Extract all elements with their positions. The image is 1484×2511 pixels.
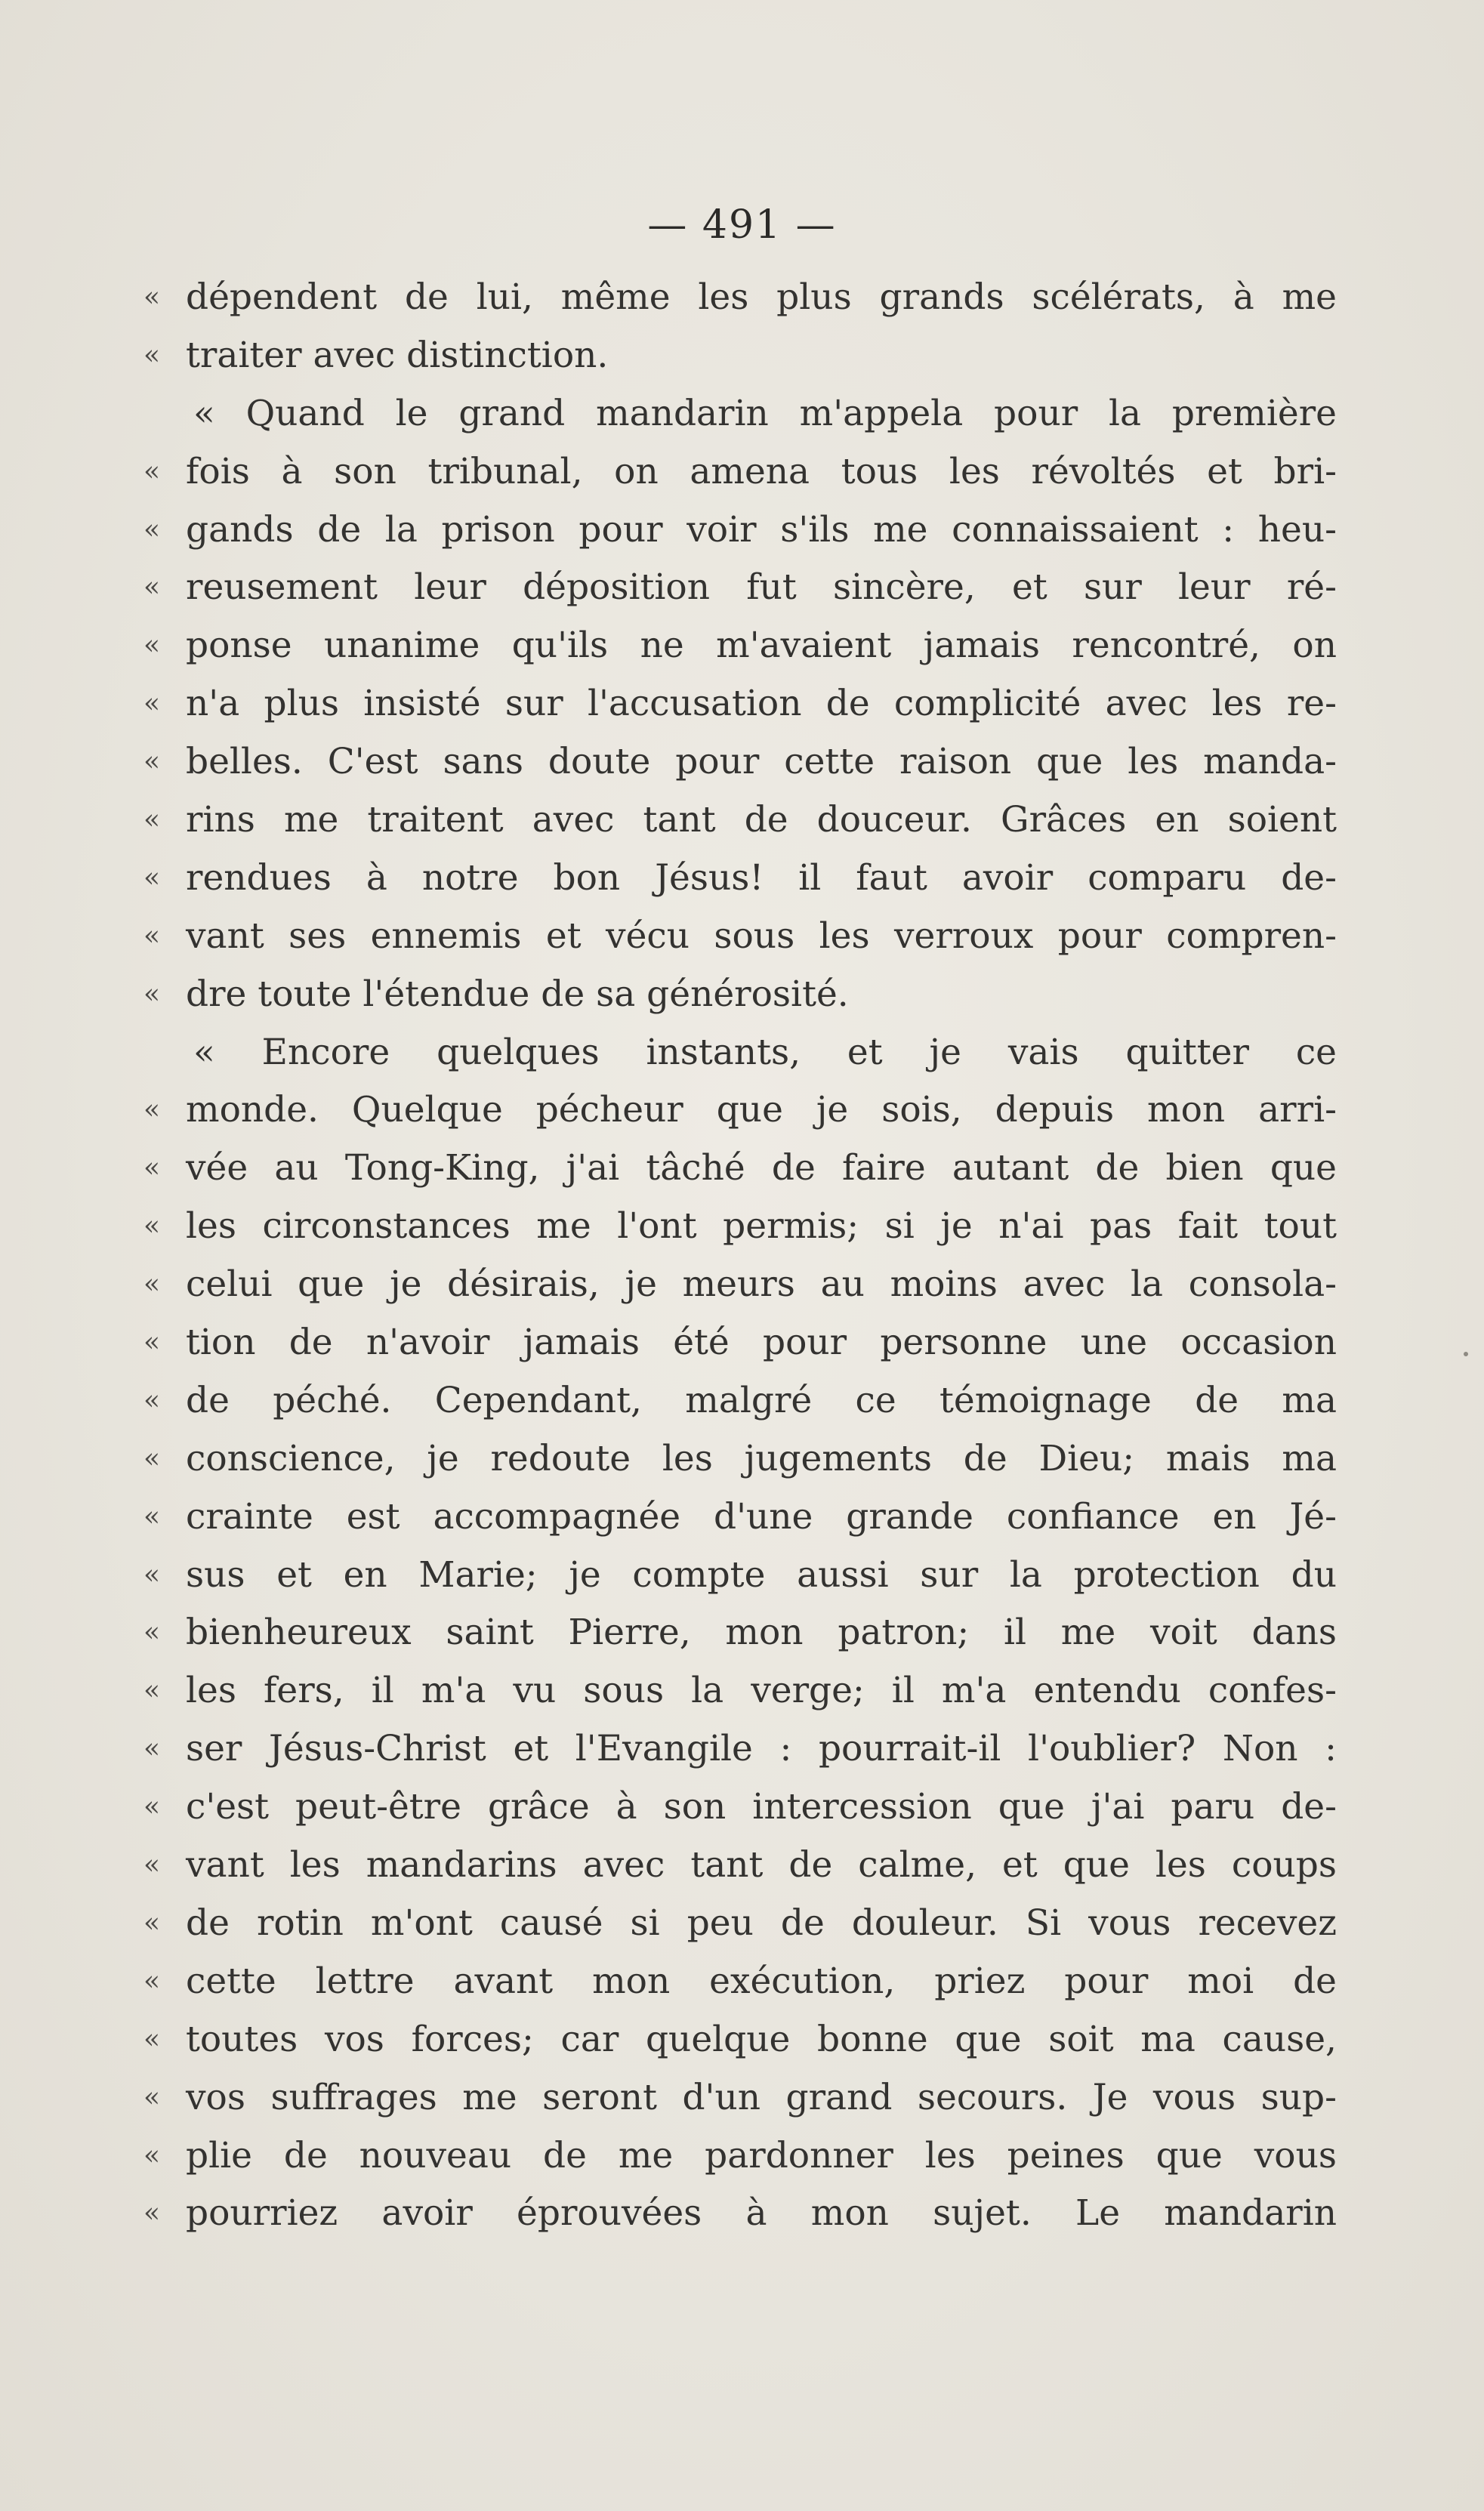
line-text: dre toute l'étendue de sa générosité. xyxy=(186,973,849,1015)
paragraph-start-line xyxy=(143,385,1337,443)
paragraph-start-line xyxy=(143,1024,1337,1082)
line-text: les fers, il m'a vu sous la verge; il m'a entendu confes- xyxy=(186,1670,1337,1712)
text-line xyxy=(143,1837,1337,1895)
text-line xyxy=(143,617,1337,675)
quote-mark: « xyxy=(143,1559,161,1590)
quote-mark: « xyxy=(143,1384,161,1416)
text-line xyxy=(143,1140,1337,1198)
quote-mark: « xyxy=(143,688,161,720)
quote-mark: « xyxy=(143,1907,161,1939)
quote-mark: « xyxy=(143,862,161,893)
text-line xyxy=(143,2069,1337,2127)
quote-mark: « xyxy=(143,2023,161,2055)
text-line xyxy=(143,675,1337,733)
line-text: pourriez avoir éprouvées à mon sujet. Le mandarin xyxy=(186,2192,1337,2235)
line-text: dépendent de lui, même les plus grands scélérats, à me xyxy=(186,276,1337,318)
quote-mark: « xyxy=(143,2198,161,2229)
text-line xyxy=(143,443,1337,501)
line-text: conscience, je redoute les jugements de Dieu; mais ma xyxy=(186,1437,1337,1479)
line-text: vée au Tong-King, j'ai tâché de faire autant de bien que xyxy=(186,1147,1337,1189)
line-text: vant les mandarins avec tant de calme, et que les coups xyxy=(186,1844,1337,1886)
text-line xyxy=(143,966,1201,1024)
page-number: — 491 — xyxy=(647,202,837,248)
text-line xyxy=(143,1953,1337,2011)
text-line xyxy=(143,559,1337,617)
quote-mark: « xyxy=(143,1094,161,1126)
line-text: crainte est accompagnée d'une grande confiance en Jé- xyxy=(186,1495,1337,1538)
line-text: celui que je désirais, je meurs au moins avec la consola- xyxy=(186,1263,1337,1306)
line-text: rendues à notre bon Jésus! il faut avoir comparu de- xyxy=(186,856,1337,899)
text-line xyxy=(143,733,1337,791)
line-text: de péché. Cependant, malgré ce témoignage de ma xyxy=(186,1379,1337,1421)
line-text: toutes vos forces; car quelque bonne que soit ma cause, xyxy=(186,2018,1337,2060)
quote-mark: « xyxy=(143,804,161,836)
line-text: monde. Quelque pécheur que je sois, depuis mon arri- xyxy=(186,1089,1337,1131)
line-text: sus et en Marie; je compte aussi sur la protection du xyxy=(186,1553,1337,1596)
text-line xyxy=(143,908,1337,966)
text-line xyxy=(143,1662,1337,1720)
line-text: reusement leur déposition fut sincère, et sur leur ré- xyxy=(186,566,1337,609)
quote-mark: « xyxy=(143,1965,161,1997)
line-text: « Quand le grand mandarin m'appela pour la première xyxy=(193,392,1337,434)
line-text: ponse unanime qu'ils ne m'avaient jamais rencontré, on xyxy=(186,625,1337,667)
quote-mark: « xyxy=(143,746,161,778)
text-line xyxy=(143,850,1337,908)
text-line xyxy=(143,1430,1337,1488)
quote-mark: « xyxy=(143,1442,161,1474)
quote-mark: « xyxy=(143,2139,161,2171)
quote-mark: « xyxy=(143,1791,161,1823)
line-text: c'est peut-être grâce à son intercession que j'ai paru de- xyxy=(186,1786,1337,1828)
line-text: n'a plus insisté sur l'accusation de complicité avec les re- xyxy=(186,683,1337,725)
quote-mark: « xyxy=(143,1501,161,1532)
text-block xyxy=(143,269,1337,2243)
line-text: tion de n'avoir jamais été pour personne une occasion xyxy=(186,1322,1337,1364)
line-text: gands de la prison pour voir s'ils me connaissaient : heu- xyxy=(186,508,1337,551)
line-text: bienheureux saint Pierre, mon patron; il me voit dans xyxy=(186,1612,1337,1654)
quote-mark: « xyxy=(143,1327,161,1359)
text-line xyxy=(143,327,1201,385)
text-line xyxy=(143,1488,1337,1547)
quote-mark: « xyxy=(143,1733,161,1765)
text-line xyxy=(143,1720,1337,1778)
quote-mark: « xyxy=(143,572,161,603)
line-text: belles. C'est sans doute pour cette raison que les manda- xyxy=(186,741,1337,783)
text-line xyxy=(143,269,1337,327)
quote-mark: « xyxy=(143,282,161,313)
text-line xyxy=(143,2011,1337,2069)
quote-mark: « xyxy=(143,1849,161,1881)
line-text: de rotin m'ont causé si peu de douleur. Si vous recevez xyxy=(186,1902,1337,1944)
line-text: rins me traitent avec tant de douceur. Grâces en soient xyxy=(186,799,1337,841)
line-text: les circonstances me l'ont permis; si je n'ai pas fait tout xyxy=(186,1205,1337,1248)
text-line xyxy=(143,791,1337,850)
text-line xyxy=(143,1895,1337,1953)
line-text: traiter avec distinction. xyxy=(186,334,609,376)
quote-mark: « xyxy=(143,920,161,952)
text-line xyxy=(143,2127,1337,2186)
line-text: plie de nouveau de me pardonner les peines que vous xyxy=(186,2134,1337,2176)
line-text: vos suffrages me seront d'un grand secours. Je vous sup- xyxy=(186,2076,1337,2118)
quote-mark: « xyxy=(143,1675,161,1707)
quote-mark: « xyxy=(143,630,161,662)
line-text: fois à son tribunal, on amena tous les révoltés et bri- xyxy=(186,450,1337,492)
quote-mark: « xyxy=(143,514,161,545)
text-line xyxy=(143,1604,1337,1662)
text-line xyxy=(143,1547,1337,1605)
text-line xyxy=(143,1778,1337,1837)
text-line xyxy=(143,1372,1337,1430)
line-text: cette lettre avant mon exécution, priez pour moi de xyxy=(186,1960,1337,2002)
quote-mark: « xyxy=(143,978,161,1010)
line-text: ser Jésus-Christ et l'Evangile : pourrait-il l'oublier? Non : xyxy=(186,1728,1337,1770)
quote-mark: « xyxy=(143,1152,161,1184)
text-line xyxy=(143,1081,1337,1140)
quote-mark: « xyxy=(143,339,161,371)
line-text: vant ses ennemis et vécu sous les verroux pour compren- xyxy=(186,915,1337,957)
text-line xyxy=(143,1256,1337,1314)
text-line xyxy=(143,2185,1337,2243)
quote-mark: « xyxy=(143,1211,161,1242)
text-line xyxy=(143,1314,1337,1372)
quote-mark: « xyxy=(143,2081,161,2113)
quote-mark: « xyxy=(143,455,161,487)
line-text: « Encore quelques instants, et je vais quitter ce xyxy=(193,1031,1337,1073)
quote-mark: « xyxy=(143,1617,161,1649)
text-line xyxy=(143,501,1337,560)
quote-mark: « xyxy=(143,1269,161,1300)
paper-speck xyxy=(1464,1352,1468,1356)
text-line xyxy=(143,1198,1337,1256)
